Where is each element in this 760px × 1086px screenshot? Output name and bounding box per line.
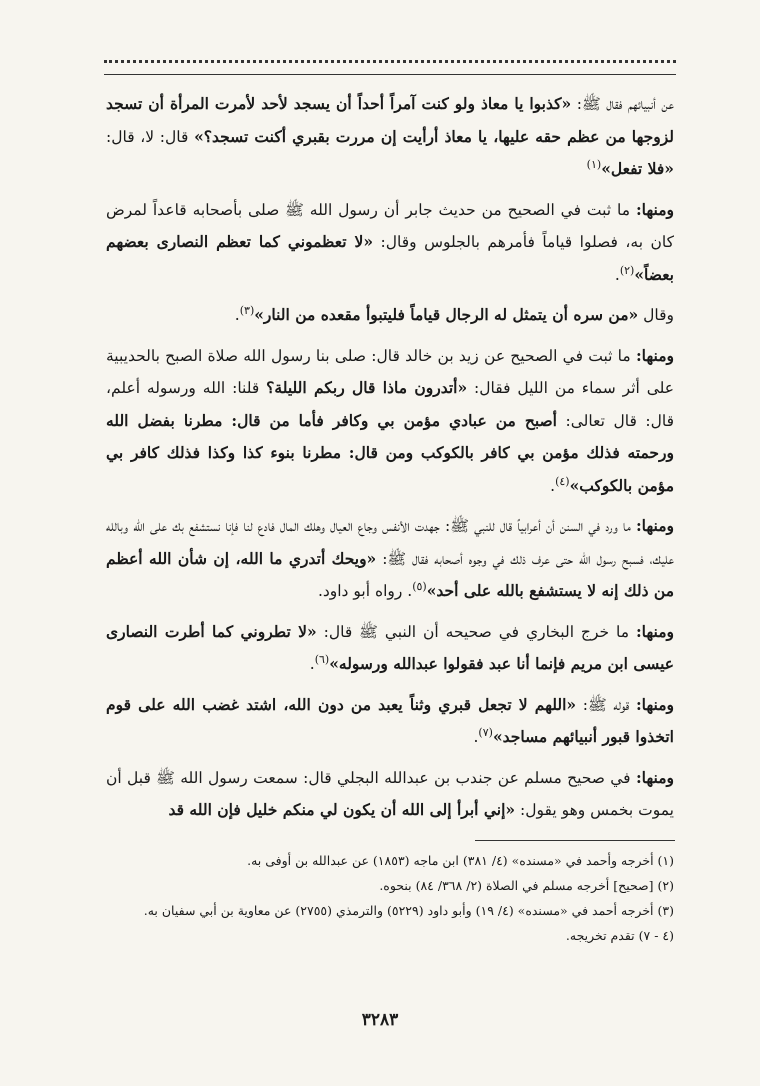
footnote: (١) أخرجه وأحمد في «مسنده» (٤/ ٣٨١) ابن ماجه (١٨٥٣) عن عبدالله بن أوفى به. — [247, 853, 674, 868]
text-segment: . — [614, 265, 620, 284]
text-segment: قوله ﷺ: — [576, 695, 636, 714]
paragraph-lead: ومنها: — [635, 516, 674, 535]
hadith-quote: «أتدرون ماذا قال ربكم الليلة؟ — [266, 378, 468, 397]
paragraph — [106, 88, 674, 186]
hadith-quote: أصبح من عبادي مؤمن بي وكافر فأما من قال: مطرنا بفضل الله ورحمته فذلك مؤمن بي كافر بالكوكب ومن قال: مطرنا بنوء كذا وكذا فذلك كافر بي مؤمن بالكوكب» — [106, 410, 674, 495]
paragraph — [106, 762, 674, 827]
hadith-quote: «اللهم لا تجعل قبري وثناً يعبد من دون الله، اشتد غضب الله على قوم اتخذوا قبور أنبيائهم مساجد» — [106, 694, 674, 746]
text-segment: . — [309, 655, 315, 673]
footnote-ref: (١) — [586, 157, 602, 171]
footnotes — [106, 848, 674, 948]
text-segment: . رواه أبو داود. — [317, 582, 413, 600]
footnote: (٣) أخرجه أحمد في «مسنده» (٤/ ١٩) وأبو داود (٥٢٢٩) والترمذي (٢٧٥٥) عن معاوية بن أبي سفيان به. — [143, 903, 674, 918]
footnote-ref: (٧) — [478, 725, 493, 739]
footnote: (٢) [صحيح] أخرجه مسلم في الصلاة (٢/ ٣٦٨/ ٨٤) بنحوه. — [379, 878, 674, 893]
paragraph-lead: ومنها: — [635, 694, 674, 714]
paragraph-lead: ومنها: — [635, 767, 674, 787]
text-segment: قلنا: الله ورسوله أعلم، قال: قال تعالى: — [106, 379, 675, 430]
footnote-ref: (٥) — [412, 579, 427, 593]
text-segment: . — [550, 476, 556, 495]
text-segment: ما خرج البخاري في صحيحه أن النبي ﷺ قال: — [316, 622, 636, 641]
hadith-quote: «ويحك أتدري ما الله، إن شأن الله أعظم من ذلك إنه لا يستشفع بالله على أحد» — [106, 548, 674, 600]
header-solid-rule — [104, 74, 676, 75]
hadith-quote: «كذبوا يا معاذ ولو كنت آمراً أحداً أن يسجد لأحد لأمرت المرأة أن تسجد لزوجها من عظم حقه عليها، يا معاذ أرأيت إن مررت بقبري أكنت تسجد؟» — [106, 94, 675, 146]
main-text — [106, 88, 674, 835]
paragraph-lead: ومنها: — [635, 199, 674, 219]
footnote-ref: (٣) — [239, 303, 255, 317]
text-segment: عن أنبيائهم فقال ﷺ: — [571, 95, 674, 113]
hadith-quote: «من سره أن يتمثل له الرجال قياماً فليتبوأ مقعده من النار» — [254, 305, 639, 324]
paragraph — [106, 616, 674, 681]
text-segment: ما ورد في السنن أن أعرابياً قال للنبي ﷺ: جهدت الأنفس وجاع العيال وهلك المال فادع لنا فإنا نستشفع بك على الله وبالله عليك، فسبح رسول الله حتى عرف ذلك في وجوه أصحابه فقال ﷺ: — [106, 517, 674, 568]
text-segment: قال: لا، قال: — [106, 127, 195, 146]
paragraph-lead: ومنها: — [635, 621, 674, 641]
paragraph — [106, 689, 674, 754]
text-segment: ما ثبت في الصحيح عن زيد بن خالد قال: صلى بنا رسول الله صلاة الصبح بالحديبية على أثر سماء من الليل فقال: — [106, 346, 674, 397]
footnote: (٤ - ٧) تقدم تخريجه. — [565, 928, 674, 943]
header-dotted-rule — [104, 60, 676, 63]
footnote-ref: (٤) — [555, 474, 570, 488]
paragraph-lead: ومنها: — [635, 345, 674, 365]
hadith-quote: «لا تطروني كما أطرت النصارى عيسى ابن مريم فإنما أنا عبد فقولوا عبدالله ورسوله» — [106, 621, 674, 673]
paragraph — [106, 340, 674, 503]
paragraph — [106, 194, 674, 292]
text-segment: ما ثبت في الصحيح من حديث جابر أن رسول الله ﷺ صلى بأصحابه قاعداً لمرض كان به، فصلوا قياماً فأمرهم بالجلوس وقال: — [106, 200, 674, 251]
text-segment: . — [473, 728, 479, 746]
text-segment: . — [234, 306, 240, 324]
text-segment: وقال — [638, 306, 674, 324]
hadith-quote: «لا تعظموني كما تعظم النصارى بعضهم بعضاً» — [106, 232, 674, 284]
footnote-ref: (٦) — [314, 652, 330, 666]
text-segment: في صحيح مسلم عن جندب بن عبدالله البجلي قال: سمعت رسول الله ﷺ قبل أن يموت بخمس وهو يقول: — [106, 768, 674, 819]
footnote-separator — [475, 840, 675, 841]
paragraph — [106, 510, 674, 608]
hadith-quote: «فلا تفعل» — [601, 159, 674, 178]
hadith-quote: «إني أبرأ إلى الله أن يكون لي منكم خليل فإن الله قد — [168, 800, 516, 819]
page-number: ٣٢٨٣ — [361, 1010, 399, 1030]
paragraph — [106, 299, 674, 332]
footnote-ref: (٢) — [619, 263, 635, 277]
